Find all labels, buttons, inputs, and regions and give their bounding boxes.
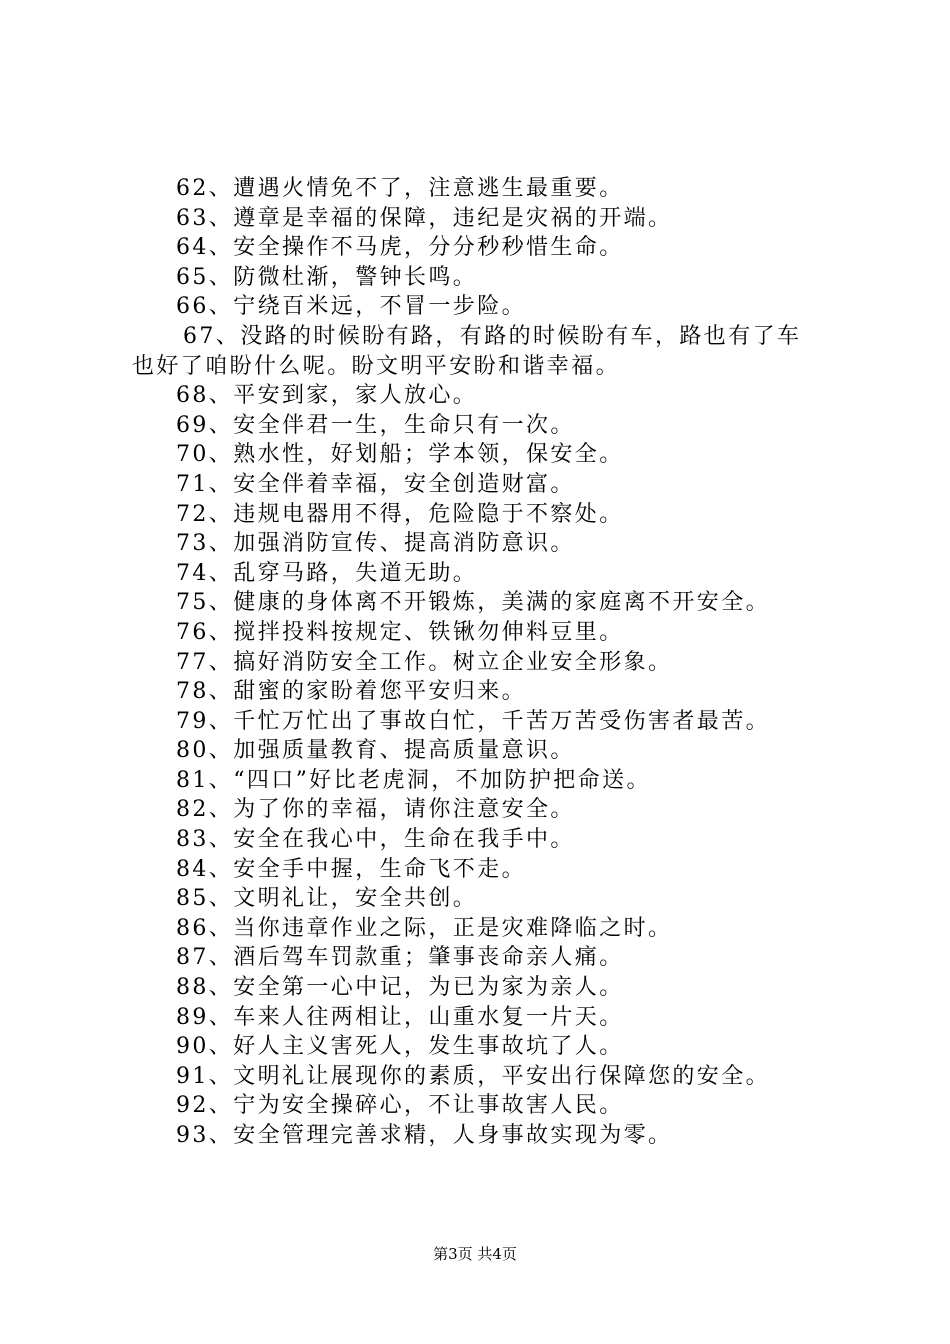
page-footer [0,1244,950,1264]
slogan-line: 68、平安到家，家人放心。 [176,383,478,409]
slogan-line: 84、安全手中握，生命飞不走。 [176,856,526,882]
slogan-line: 80、加强质量教育、提高质量意识。 [176,738,575,764]
slogan-line: 79、千忙万忙出了事故白忙，千苦万苦受伤害者最苦。 [176,708,770,734]
slogan-line: 82、为了你的幸福，请你注意安全。 [176,797,575,823]
slogan-line: 76、搅拌投料按规定、铁锹勿伸料豆里。 [176,619,624,645]
document-body [132,174,832,1151]
slogan-line: 69、安全伴君一生，生命只有一次。 [176,412,575,438]
slogan-line: 66、宁绕百米远，不冒一步险。 [176,294,526,320]
slogan-line: 85、文明礼让，安全共创。 [176,886,478,912]
slogan-line: 91、文明礼让展现你的素质，平安出行保障您的安全。 [176,1063,770,1089]
slogan-line: 65、防微杜渐，警钟长鸣。 [176,264,478,290]
page-number: 第3页 共4页 [433,1245,517,1263]
slogan-line: 81、“四口”好比老虎洞，不加防护把命送。 [176,767,651,793]
slogan-line: 83、安全在我心中，生命在我手中。 [176,827,575,853]
slogan-line: 77、搞好消防安全工作。树立企业安全形象。 [176,649,673,675]
slogan-line: 71、安全伴着幸福，安全创造财富。 [176,471,575,497]
slogan-line: 86、当你违章作业之际，正是灾难降临之时。 [176,915,673,941]
slogan-line: 87、酒后驾车罚款重；肇事丧命亲人痛。 [176,945,624,971]
slogan-line: 88、安全第一心中记，为已为家为亲人。 [176,975,624,1001]
slogan-line: 70、熟水性，好划船；学本领，保安全。 [176,442,624,468]
slogan-line-continuation: 也好了咱盼什么呢。盼文明平安盼和谐幸福。 [132,353,621,379]
slogan-line: 92、宁为安全操碎心，不让事故害人民。 [176,1093,624,1119]
slogan-line: 89、车来人往两相让，山重水复一片天。 [176,1004,624,1030]
slogan-line: 93、安全管理完善求精，人身事故实现为零。 [176,1123,673,1148]
slogan-line: 64、安全操作不马虎，分分秒秒惜生命。 [176,235,624,261]
slogan-line: 78、甜蜜的家盼着您平安归来。 [176,679,526,705]
slogan-line: 73、加强消防宣传、提高消防意识。 [176,531,575,557]
slogan-line: 90、好人主义害死人，发生事故坑了人。 [176,1034,624,1060]
slogan-line: 74、乱穿马路，失道无助。 [176,560,478,586]
slogan-line: 62、遭遇火情免不了，注意逃生最重要。 [176,176,624,201]
slogan-line: 75、健康的身体离不开锻炼，美满的家庭离不开安全。 [176,590,770,616]
slogan-line: 72、违规电器用不得，危险隐于不察处。 [176,501,624,527]
slogan-line: 63、遵章是幸福的保障，违纪是灾祸的开端。 [176,205,673,231]
slogan-line: 67、没路的时候盼有路，有路的时候盼有车，路也有了车 [183,323,802,349]
